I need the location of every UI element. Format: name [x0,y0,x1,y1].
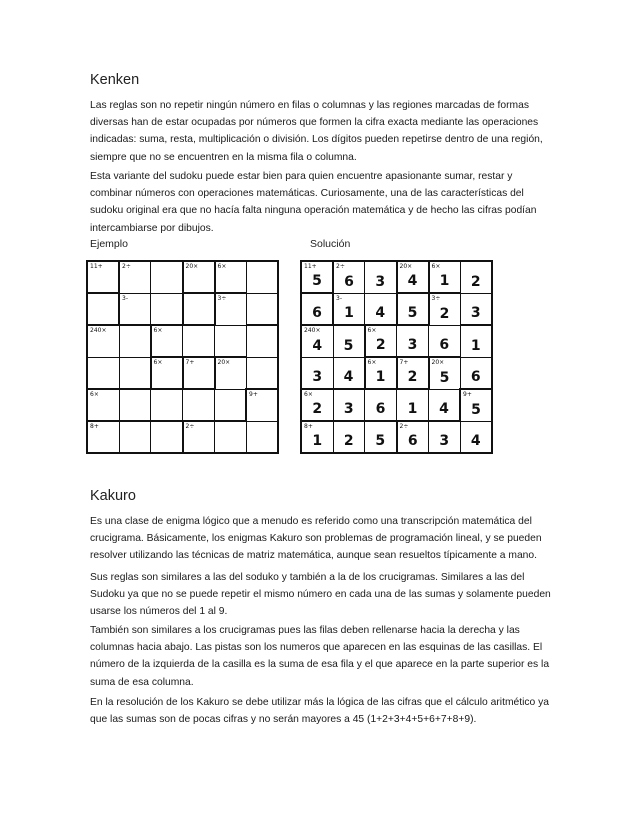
solution-digit: 1 [312,433,323,449]
grid-cell [183,357,215,389]
grid-cell [87,261,119,293]
grid-cell [397,261,429,293]
grid-cell [215,389,247,421]
grid-cell [397,357,429,389]
grid-cell [87,389,119,421]
solution-digit: 1 [344,305,354,321]
grid-cell [183,293,215,325]
grid-cell [151,293,183,325]
solution-digit: 4 [439,401,449,417]
kakuro-paragraph-2: Sus reglas son similares a las del soduko y también a la de los crucigramas. Similares a las del Sudoku ya que no se puede repetir el mismo número en cada una de las sumas y solamente pueden usarse los números del 1 al 9. [90,572,551,618]
cage-clue: 9+ [463,391,472,398]
solution-digit: 3 [375,273,386,290]
cage-clue: 20× [399,263,413,270]
solution-digit: 2 [375,337,386,353]
cage-clue: 240× [304,327,321,334]
grid-cell [460,421,492,453]
grid-cell [246,421,278,453]
solution-digit: 4 [312,337,323,354]
grid-cell [119,389,151,421]
cage-clue: 2÷ [399,423,409,430]
cage-clue: 6× [153,359,163,366]
grid-cell [429,389,461,421]
solution-digit: 6 [312,305,322,321]
grid-cell [301,421,333,453]
cage-clue: 6× [90,391,99,398]
solution-digit: 3 [470,305,481,321]
cage-clue: 6× [367,359,377,366]
grid-cell [151,325,183,357]
grid-cell [183,261,215,293]
kenken-paragraph-2: Esta variante del sudoku puede estar bien para quien encuentre apasionante sumar, restar y combinar números con operaciones matemáticas. Curiosamente, una de las características del sudoku original era que no hacía falta ninguna operación matemática y de hecho las cifras podían intercambiarse por dibujos. [90,171,537,234]
cage-clue: 2÷ [336,263,345,270]
solution-digit: 3 [312,369,323,385]
solution-digit: 4 [470,433,481,449]
grid-cell [151,261,183,293]
grid-cell [429,293,461,325]
grid-cell [429,325,461,357]
cage-clue: 240× [90,327,107,334]
grid-cell [365,261,397,293]
solution-digit: 6 [344,273,354,290]
grid-cell [460,357,492,389]
grid-cell [429,421,461,453]
grid-cell [365,293,397,325]
grid-cell [460,261,492,293]
example-label: Ejemplo [90,238,128,250]
solution-digit: 6 [470,369,481,385]
cage-clue: 6× [217,263,227,270]
cage-clue: 3÷ [217,295,227,302]
grid-cell [87,421,119,453]
cage-clue: 6× [367,327,377,334]
grid-cell [246,325,278,357]
cage-clue: 3- [122,294,128,302]
grid-cell [301,325,333,357]
grid-cell [119,325,151,357]
grid-cell [119,293,151,325]
cage-clue: 3- [336,294,342,302]
grid-cell [87,293,119,325]
cage-clue: 8+ [90,423,99,430]
grid-cell [333,293,365,325]
solution-digit: 4 [407,273,418,289]
cage-clue: 7+ [399,359,409,366]
grid-cell [429,357,461,389]
solution-digit: 4 [343,369,354,385]
grid-cell [215,325,247,357]
kakuro-paragraph-3: También son similares a los crucigramas pues las filas deben rellenarse hacia la derecha y las columnas hacia abajo. Las pistas son los numeros que aparecen en las esquinas de las casillas. El número de la izquierda de la casilla es la suma de esa fila y el que aparece en la parte superior es la suma de esa columna. [90,625,550,688]
solution-digit: 1 [375,369,386,385]
cage-clue: 3÷ [431,295,441,302]
kakuro-paragraph-4: En la resolución de los Kakuro se debe utilizar más la lógica de las cifras que el cálculo aritmético ya que las sumas son de pocas cifras y no serán mayores a 45 (1+2+3+4+5+6+7+8+9). [90,697,550,726]
cage-clue: 11+ [304,263,317,270]
grid-cell [365,389,397,421]
cage-clue: 6× [431,263,441,270]
grid-cell [87,325,119,357]
grid-cell [119,357,151,389]
grid-cell [365,421,397,453]
solution-digit: 3 [343,401,354,417]
grid-cell [246,293,278,325]
solution-digit: 1 [470,337,481,354]
cage-clue: 8+ [304,423,313,430]
solution-digit: 4 [375,305,386,321]
grid-cell [215,421,247,453]
grid-cell [301,389,333,421]
solution-digit: 6 [439,337,450,353]
grid-cell [215,261,247,293]
solution-digit: 2 [312,401,323,417]
grid-cell [119,261,151,293]
solution-digit: 5 [343,337,354,354]
grid-cell [301,293,333,325]
cage-clue: 20× [217,359,231,366]
cage-clue: 2÷ [122,263,131,270]
solution-digit: 3 [407,337,418,353]
cage-clue: 7+ [185,359,195,366]
solution-digit: 2 [439,305,450,322]
cage-clue: 20× [185,263,199,270]
grid-cell [460,325,492,357]
grid-cell [301,357,333,389]
kenken-paragraph-1: Las reglas son no repetir ningún número en filas o columnas y las regiones marcadas de formas diversas han de estar ocupadas por números que formen la cifra exacta mediante las operaciones indicadas: suma, resta, multiplicación o división. Los dígitos pueden repetirse dentro de una región, siempre que no se encuentren en la misma fila o columna. [90,100,543,163]
solution-label: Solución [310,238,351,250]
cage-clue: 11+ [90,263,103,270]
grid-cell [365,325,397,357]
grid-cell [215,357,247,389]
kakuro-paragraph-1: Es una clase de enigma lógico que a menudo es referido como una transcripción matemática del crucigrama. Básicamente, los enigmas Kakuro son problemas de programación lineal, y se pueden resolver utilizando las técnicas de matriz matemática, aunque sean resueltos típicamente a mano. [90,516,542,562]
cage-clue: 6× [304,391,313,398]
grid-cell [246,357,278,389]
solution-digit: 5 [439,369,450,386]
solution-digit: 2 [470,273,481,290]
kenken-title: Kenken [90,72,140,88]
solution-grid [300,260,493,454]
cage-clue: 9+ [249,391,258,398]
solution-digit: 1 [407,401,418,417]
grid-cell [215,293,247,325]
grid-cell [183,325,215,357]
grid-cell [397,293,429,325]
grid-cell [397,325,429,357]
solution-digit: 3 [439,433,450,449]
grid-cell [397,389,429,421]
grid-cell [460,293,492,325]
grid-cell [429,261,461,293]
solution-digit: 6 [407,433,418,449]
grid-cell [397,421,429,453]
grid-cell [246,261,278,293]
grid-cell [333,325,365,357]
grid-cell [151,357,183,389]
solution-digit: 5 [312,273,322,289]
cage-clue: 20× [431,359,445,366]
cage-clue: 6× [153,327,163,334]
grid-cell [333,261,365,293]
grid-cell [333,357,365,389]
solution-digit: 2 [407,369,418,385]
grid-cell [365,357,397,389]
grid-cell [333,389,365,421]
grid-cell [183,389,215,421]
grid-cell [460,389,492,421]
grid-cell [151,421,183,453]
grid-cell [87,357,119,389]
grid-cell [151,389,183,421]
solution-digit: 5 [375,433,386,449]
kakuro-title: Kakuro [90,488,136,504]
solution-digit: 5 [407,305,418,321]
solution-digit: 2 [343,433,354,449]
grid-cell [301,261,333,293]
example-grid [86,260,279,454]
grid-cell [119,421,151,453]
solution-digit: 6 [375,401,386,417]
grid-cell [246,389,278,421]
grid-cell [183,421,215,453]
solution-digit: 1 [439,273,450,289]
solution-digit: 5 [471,401,481,418]
grid-cell [333,421,365,453]
cage-clue: 2÷ [185,423,195,430]
